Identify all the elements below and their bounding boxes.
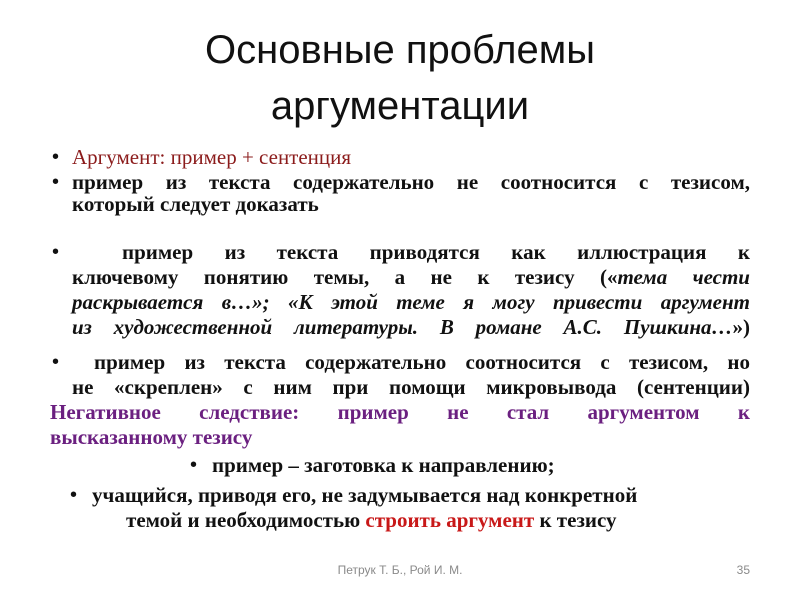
bullet-icon: • — [52, 241, 60, 263]
problem-5-paragraph — [92, 483, 637, 533]
problem-3-line-2: не «скреплен» с ним при помощи микровывода (сентенции) — [72, 375, 750, 399]
bullet-icon: • — [52, 351, 60, 373]
problem-2-line-3: раскрывается в…»; «К этой теме я могу привести аргумент — [72, 290, 750, 314]
problem-4: пример – заготовка к направлению; — [212, 453, 555, 477]
problem-2-line-4: из художественной литературы. В романе А.С. Пушкина…») — [72, 315, 750, 339]
problem-2-line-2: ключевому понятию темы, а не к тезису («тема чести — [72, 265, 750, 289]
argument-heading: Аргумент: пример + сентенция — [72, 145, 352, 169]
problem-1-line-2: который следует доказать — [72, 192, 319, 216]
negative-line-1: Негативное следствие: пример не стал аргументом к — [50, 400, 750, 424]
bullet-icon: • — [52, 146, 60, 168]
problem-3-line-1: пример из текста содержательно соотносится с тезисом, но — [94, 350, 750, 374]
bullet-icon: • — [190, 454, 198, 476]
title-line-2: аргументации — [270, 84, 530, 128]
problem-3-paragraph — [72, 350, 750, 400]
emphasis-text: строить аргумент — [365, 508, 535, 532]
negative-line-2: высказанному тезису — [50, 425, 253, 449]
bullet-icon: • — [70, 484, 78, 506]
bullet-icon: • — [52, 171, 60, 193]
negative-consequence — [50, 400, 750, 450]
problem-5-line-2: темой и необходимостью строить аргумент к тезису — [126, 508, 617, 532]
slide-title — [0, 22, 800, 134]
problem-5-line-1: учащийся, приводя его, не задумывается над конкретной — [92, 483, 638, 507]
page-number: 35 — [736, 563, 750, 577]
footer-author: Петрук Т. Б., Рой И. М. — [337, 563, 463, 577]
problem-2-paragraph — [72, 240, 750, 340]
problem-1-line-1: пример из текста содержательно не соотносится с тезисом, — [72, 170, 750, 194]
problem-2-line-1: пример из текста приводятся как иллюстрация к — [122, 240, 750, 264]
title-line-1: Основные проблемы — [205, 28, 595, 72]
